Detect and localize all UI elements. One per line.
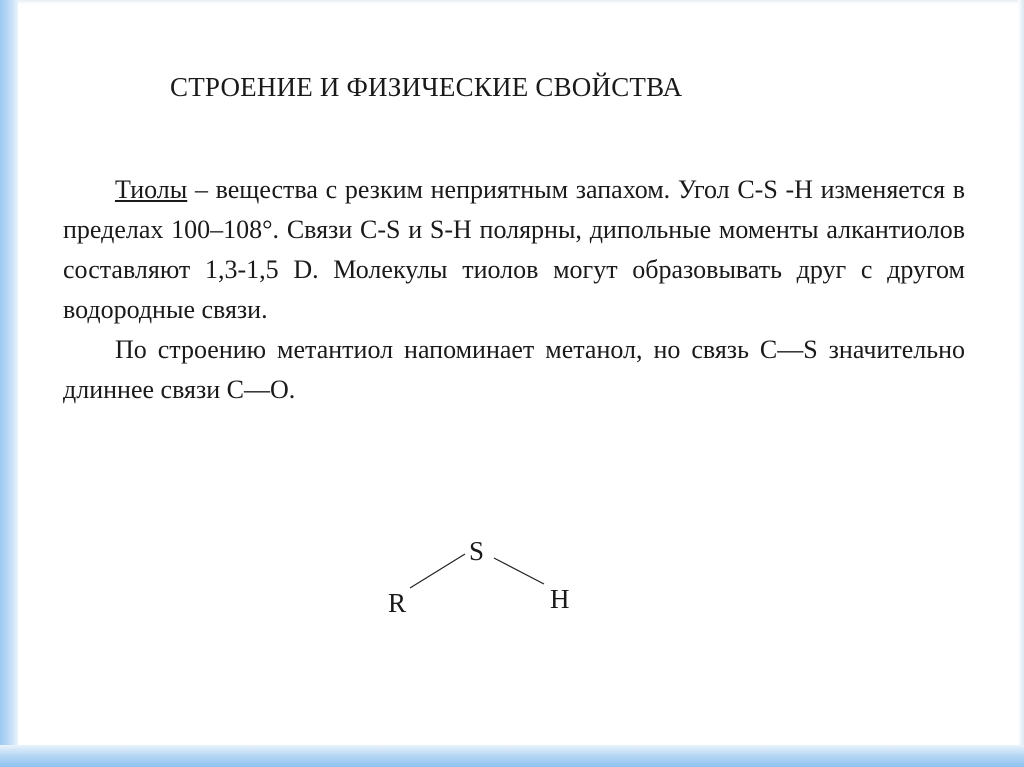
term-thiols: Тиолы <box>115 175 188 204</box>
atom-sulfur: S <box>469 536 485 566</box>
bond-s-h <box>494 558 544 584</box>
atom-r: R <box>388 588 407 618</box>
page-title: СТРОЕНИЕ И ФИЗИЧЕСКИЕ СВОЙСТВА <box>170 72 683 102</box>
paragraph-thiols <box>63 170 965 330</box>
frame-left-border <box>0 0 18 767</box>
frame-top-edge <box>0 0 1024 4</box>
frame-right-edge <box>1018 0 1024 767</box>
paragraph-thiols-text: – вещества с резким неприятным запахом. Угол C-S -H изменяется в пределах 100–108°. Связи C-S и S-H полярны, дипольные моменты алкантиолов составляют 1,3-1,5 D. Молекулы тиолов могут образовывать друг с другом водородные связи. <box>63 175 965 324</box>
paragraph-methanethiol: По строению метантиол напоминает метанол, но связь С—S значительно длиннее связи С—О. <box>63 335 965 404</box>
frame-bottom-border <box>0 745 1024 767</box>
thiol-structure-diagram <box>380 528 600 628</box>
bond-r-s <box>410 554 465 588</box>
body-text <box>63 170 965 410</box>
atom-hydrogen: H <box>550 584 570 614</box>
